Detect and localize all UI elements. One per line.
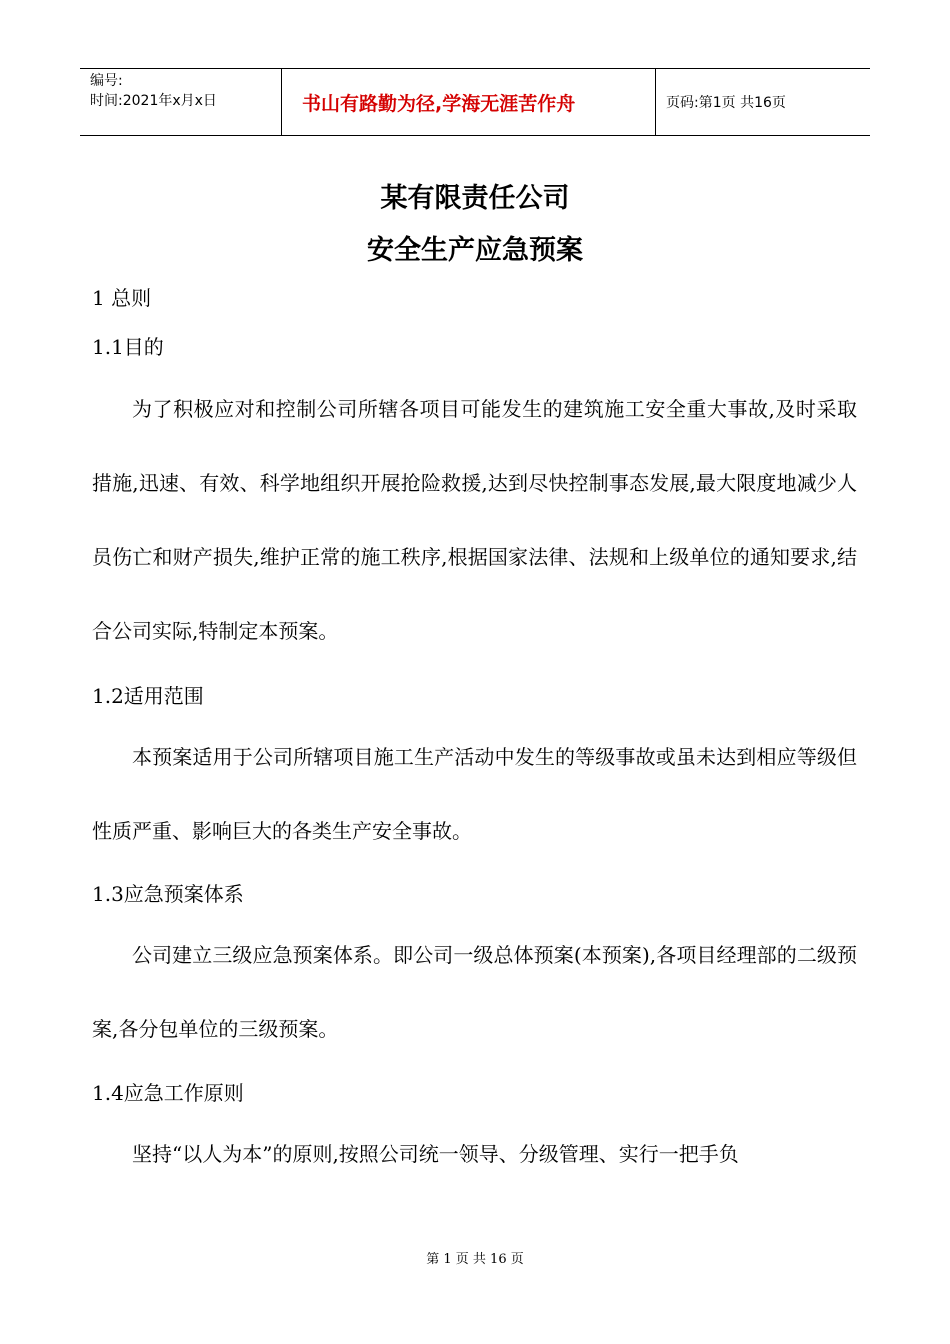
paragraph-principles: 坚持“以人为本”的原则,按照公司统一领导、分级管理、实行一把手负 (132, 1142, 739, 1166)
header-page-number: 页码:第1页 共16页 (666, 95, 786, 111)
document-header (80, 68, 870, 136)
document-time: 时间:2021年x月x日 (90, 93, 217, 109)
section-heading-1-4: 1.4应急工作原则 (92, 1081, 244, 1105)
paragraph-purpose: 为了积极应对和控制公司所辖各项目可能发生的建筑施工安全重大事故,及时采取措施,迅速、有效、科学地组织开展抢险救援,达到尽快控制事态发展,最大限度地减少人员伤亡和财产损失,维护正常的施工秩序,根据国家法律、法规和上级单位的通知要求,结合公司实际,特制定本预案。 (92, 397, 857, 643)
page-footer: 第 1 页 共 16 页 (426, 1252, 524, 1267)
header-motto: 书山有路勤为径,学海无涯苦作舟 (282, 69, 656, 135)
paragraph-system: 公司建立三级应急预案体系。即公司一级总体预案(本预案),各项目经理部的二级预案,各分包单位的三级预案。 (92, 943, 857, 1041)
company-title: 某有限责任公司 (380, 183, 570, 214)
header-info-cell (80, 69, 282, 135)
section-heading-1-2: 1.2适用范围 (92, 684, 204, 708)
paragraph-scope: 本预案适用于公司所辖项目施工生产活动中发生的等级事故或虽未达到相应等级但性质严重、影响巨大的各类生产安全事故。 (92, 745, 857, 843)
section-heading-1: 1 总则 (92, 286, 152, 310)
document-number: 编号: (90, 73, 123, 89)
section-heading-1-3: 1.3应急预案体系 (92, 882, 244, 906)
document-title: 安全生产应急预案 (367, 235, 583, 266)
section-heading-1-1: 1.1目的 (92, 335, 164, 359)
